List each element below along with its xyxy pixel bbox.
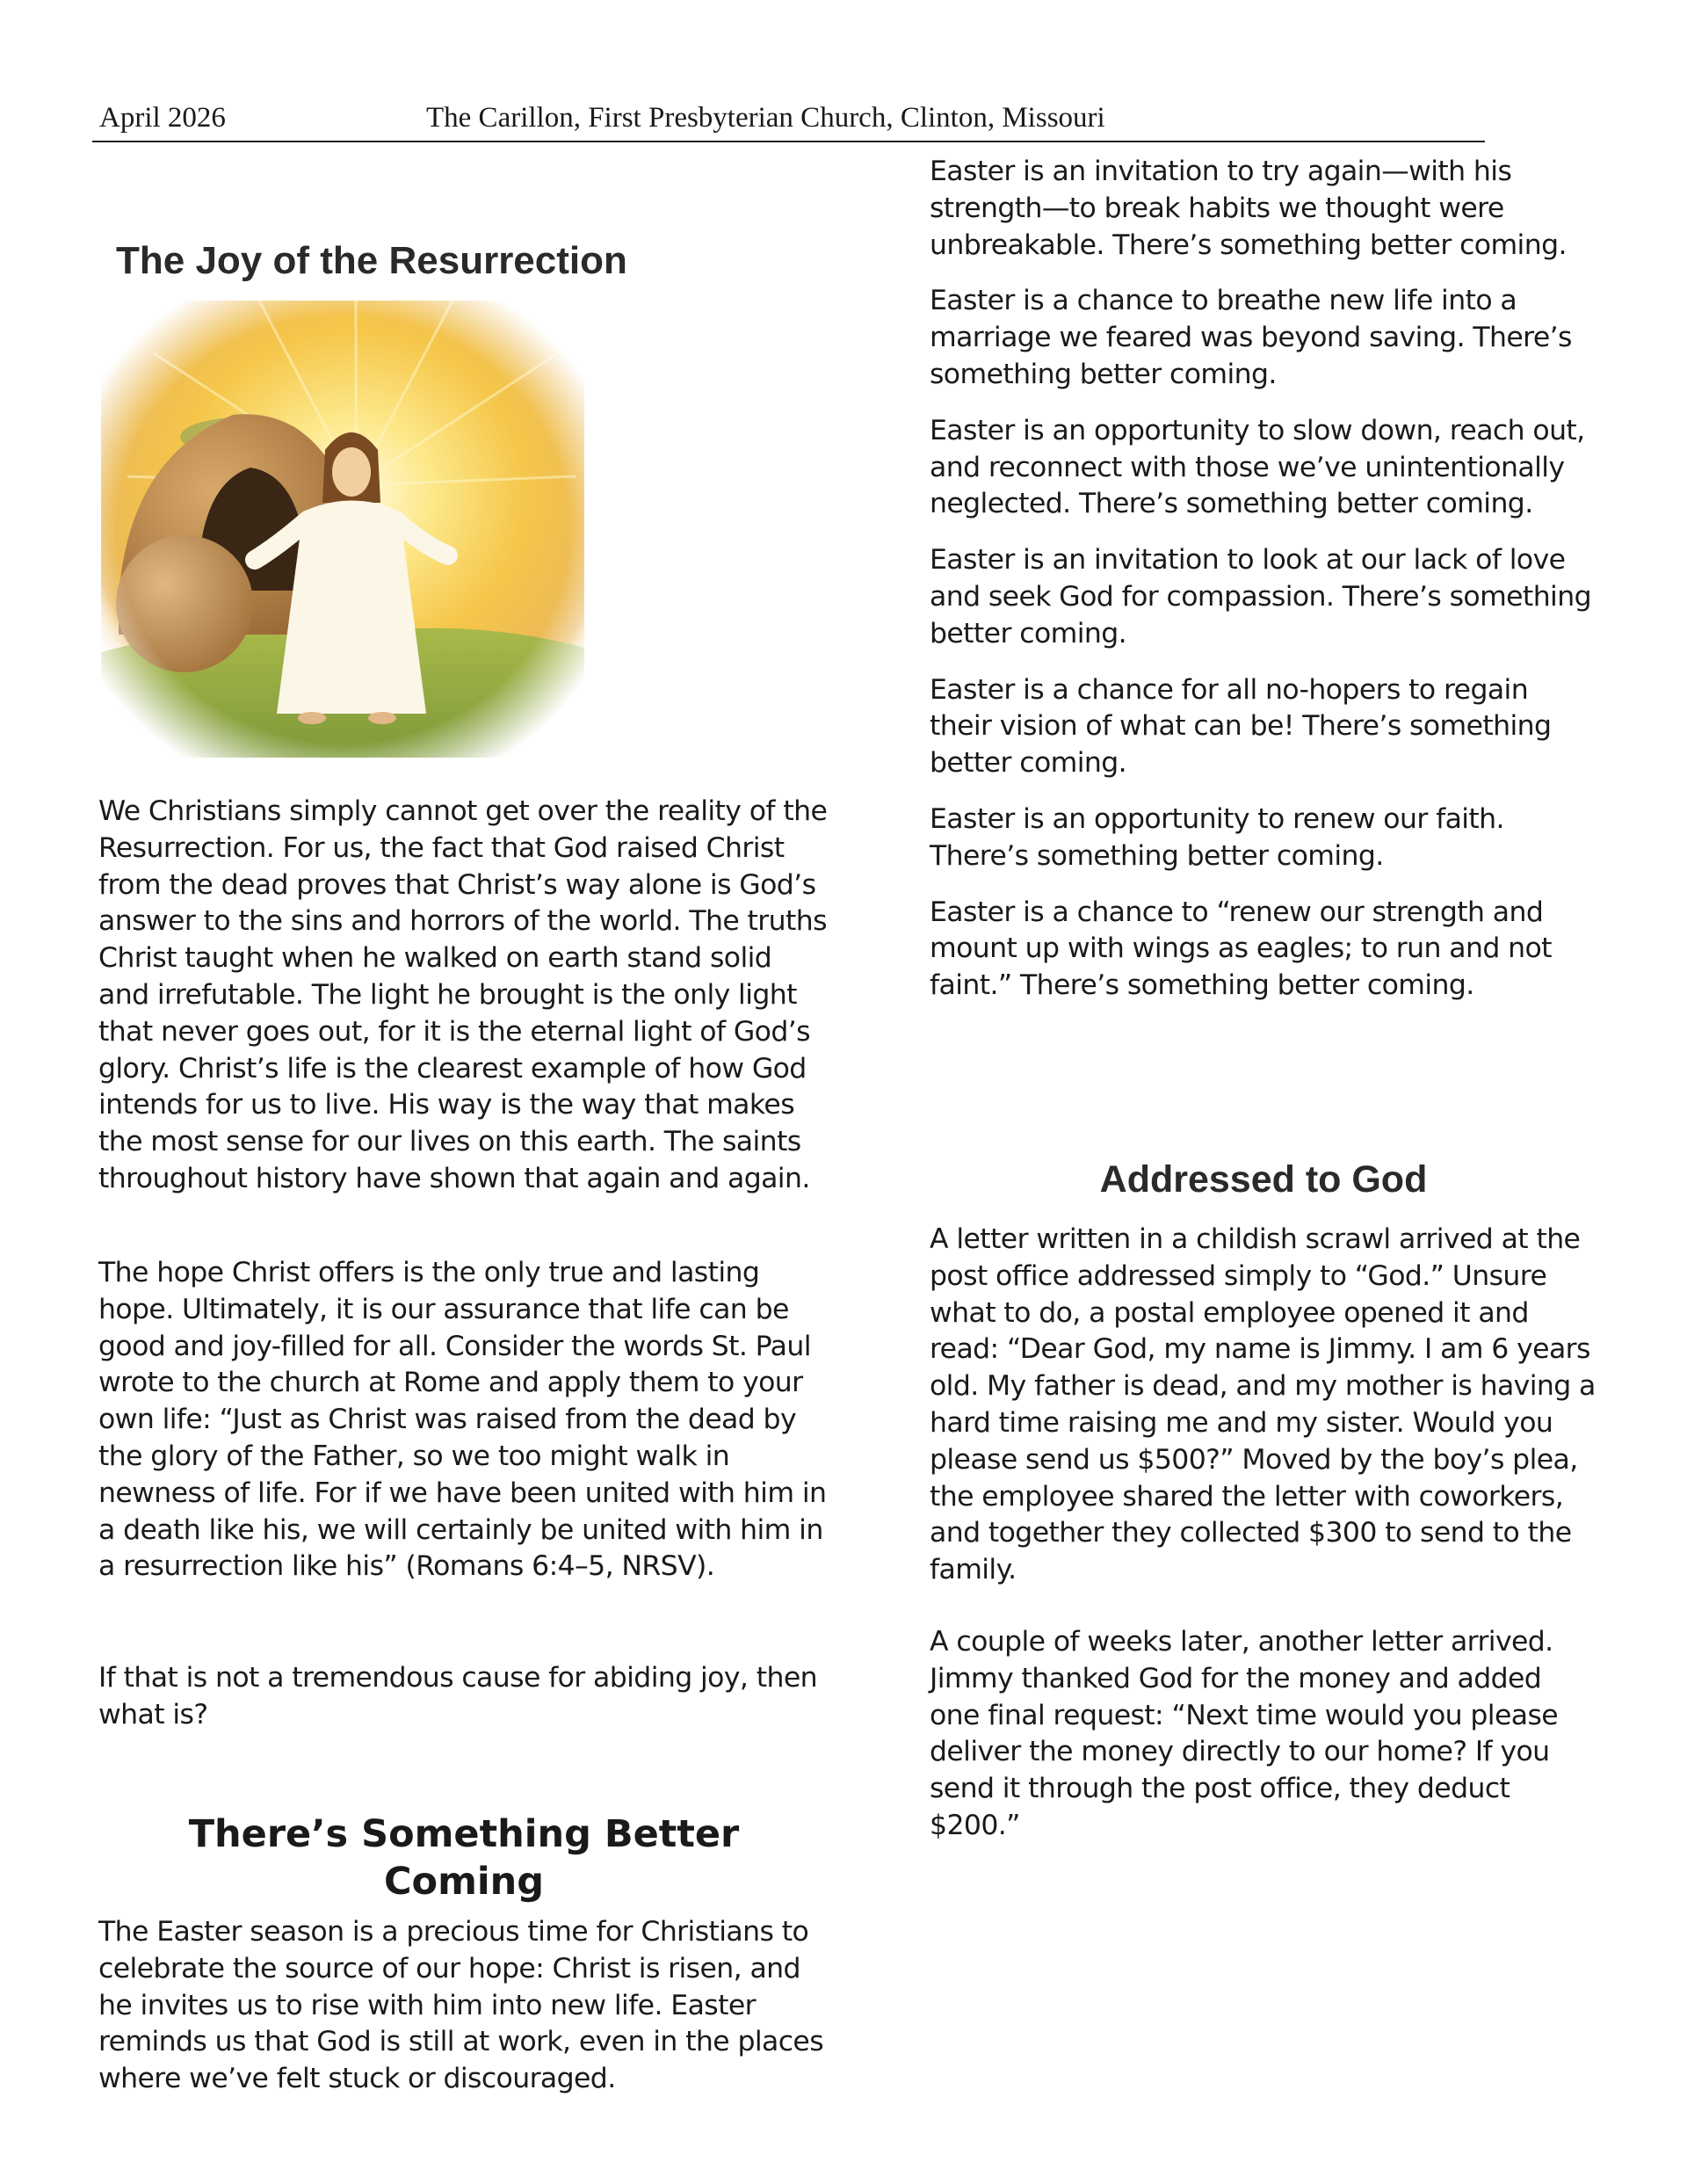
page-header xyxy=(92,98,1485,142)
easter-item: Easter is an opportunity to slow down, reach out, and reconnect with those we’ve unintentionally neglected. There’s something better coming. xyxy=(930,414,1585,520)
easter-item: Easter is a chance to breathe new life into a marriage we feared was beyond saving. There’s something better coming. xyxy=(930,285,1572,390)
better-intro: The Easter season is a precious time for Christians to celebrate the source of our hope: Christ is risen, and he invites us to rise with him into new life. Easter reminds us that God is still at work, even in the places where we’ve felt stuck or discouraged. xyxy=(98,1916,824,2095)
better-heading-line1: There’s Something Better xyxy=(188,1812,740,1856)
issue-date: April 2026 xyxy=(99,102,226,134)
joy-paragraph-1: We Christians simply cannot get over the reality of the Resurrection. For us, the fact that God raised Christ from the dead proves that Christ’s way alone is God’s answer to the sins and horrors of the world. The truths Christ taught when he walked on earth stand solid and irrefutable. The light he brought is the only light that never goes out, for it is the eternal light of God’s glory. Christ’s life is the clearest example of how God intends for us to live. His way is the way that makes the most sense for our lives on this earth. The saints throughout history have shown that again and again. xyxy=(98,795,828,1194)
easter-item: Easter is a chance to “renew our strength and mount up with wings as eagles; to run and not faint.” There’s something better coming. xyxy=(930,896,1552,1002)
easter-item: Easter is a chance for all no-hopers to regain their vision of what can be! There’s something better coming. xyxy=(930,673,1552,780)
easter-item: Easter is an invitation to look at our lack of love and seek God for compassion. There’s something better coming. xyxy=(930,544,1591,649)
easter-list xyxy=(930,154,1597,1024)
easter-item: Easter is an invitation to try again—with his strength—to break habits we thought were unbreakable. There’s something better coming. xyxy=(930,156,1567,261)
resurrection-illustration xyxy=(101,301,584,758)
better-heading xyxy=(98,1810,829,1905)
publication-title: The Carillon, First Presbyterian Church, Clinton, Missouri xyxy=(426,102,1105,134)
joy-paragraph-2: The hope Christ offers is the only true and lasting hope. Ultimately, it is our assurance that life can be good and joy-filled for all. Consider the words St. Paul wrote to the church at Rome and apply them to your own life: “Just as Christ was raised from the dead by the glory of the Father, so we too might walk in newness of life. For if we have been united with him in a death like his, we will certainly be united with him in a resurrection like his” (Romans 6:4–5, NRSV). xyxy=(98,1257,827,1583)
god-paragraph-2: A couple of weeks later, another letter arrived. Jimmy thanked God for the money and added one final request: “Next time would you please deliver the money directly to our home? If you send it through the post office, they deduct $200.” xyxy=(930,1626,1559,1841)
joy-heading: The Joy of the Resurrection xyxy=(116,239,627,282)
god-heading: Addressed to God xyxy=(1099,1158,1428,1201)
joy-paragraph-3: If that is not a tremendous cause for abiding joy, then what is? xyxy=(98,1662,817,1731)
god-paragraph-1: A letter written in a childish scrawl arrived at the post office addressed simply to “God.” Unsure what to do, a postal employee opened it and read: “Dear God, my name is Jimmy. I am 6 years old. My father is dead, and my mother is having a hard time raising me and my sister. Would you please send us $500?” Moved by the boy’s plea, the employee shared the letter with coworkers, and together they collected $300 to send to the family. xyxy=(930,1223,1596,1586)
better-heading-line2: Coming xyxy=(383,1860,545,1904)
easter-item: Easter is an opportunity to renew our faith. There’s something better coming. xyxy=(930,802,1504,872)
